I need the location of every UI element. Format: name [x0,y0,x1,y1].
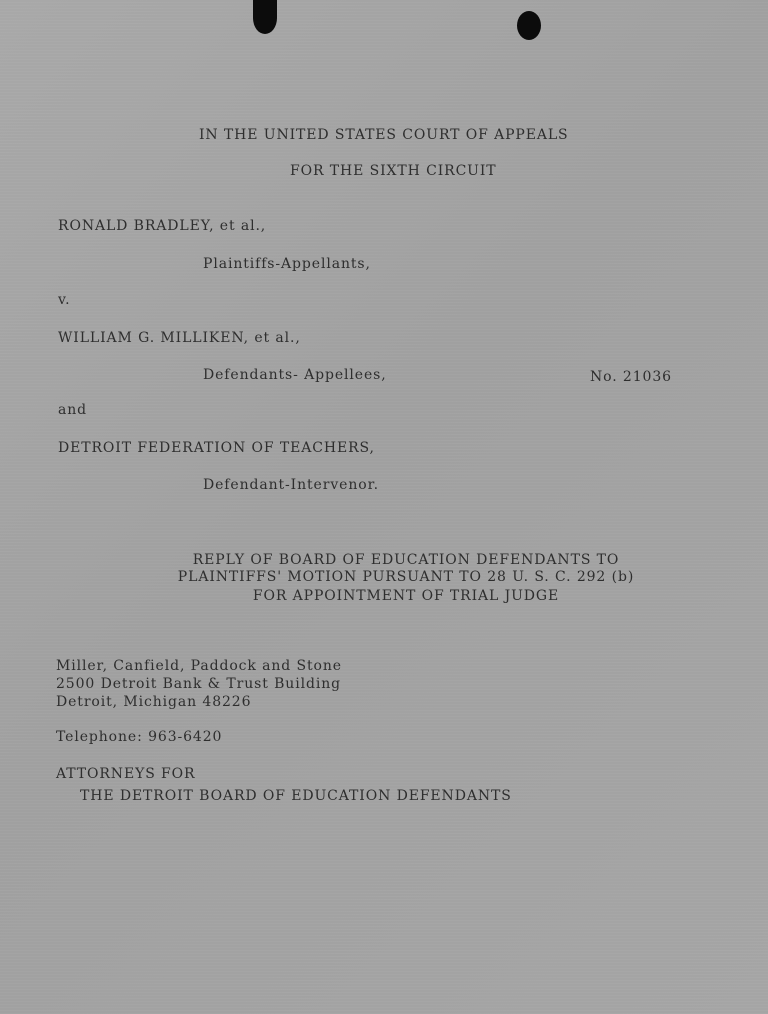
firm-address-line-2: Detroit, Michigan 48226 [56,694,252,710]
defendant-name: WILLIAM G. MILLIKEN, et al., [58,330,301,346]
versus: v. [58,292,71,308]
defendant-role: Defendants- Appellees, [203,367,387,383]
court-name: IN THE UNITED STATES COURT OF APPEALS [199,127,569,143]
punch-hole-left [253,0,277,34]
plaintiff-role: Plaintiffs-Appellants, [203,256,371,272]
intervenor-role: Defendant-Intervenor. [203,477,379,493]
plaintiff-name: RONALD BRADLEY, et al., [58,218,267,234]
telephone: Telephone: 963-6420 [56,729,223,745]
law-firm-name: Miller, Canfield, Paddock and Stone [56,658,342,674]
intervenor-name: DETROIT FEDERATION OF TEACHERS, [58,440,375,456]
attorneys-client: THE DETROIT BOARD OF EDUCATION DEFENDANTS [80,788,512,804]
title-line-2: PLAINTIFFS' MOTION PURSUANT TO 28 U. S. C. 292 (b) [177,569,635,585]
punch-hole-right [517,11,541,40]
title-line-1: REPLY OF BOARD OF EDUCATION DEFENDANTS TO [192,552,620,568]
court-circuit: FOR THE SIXTH CIRCUIT [290,163,497,179]
attorneys-for: ATTORNEYS FOR [56,766,196,782]
conjunction: and [58,402,88,418]
firm-address-line-1: 2500 Detroit Bank & Trust Building [56,676,341,692]
title-line-3: FOR APPOINTMENT OF TRIAL JUDGE [252,588,560,604]
case-number: No. 21036 [590,369,672,385]
